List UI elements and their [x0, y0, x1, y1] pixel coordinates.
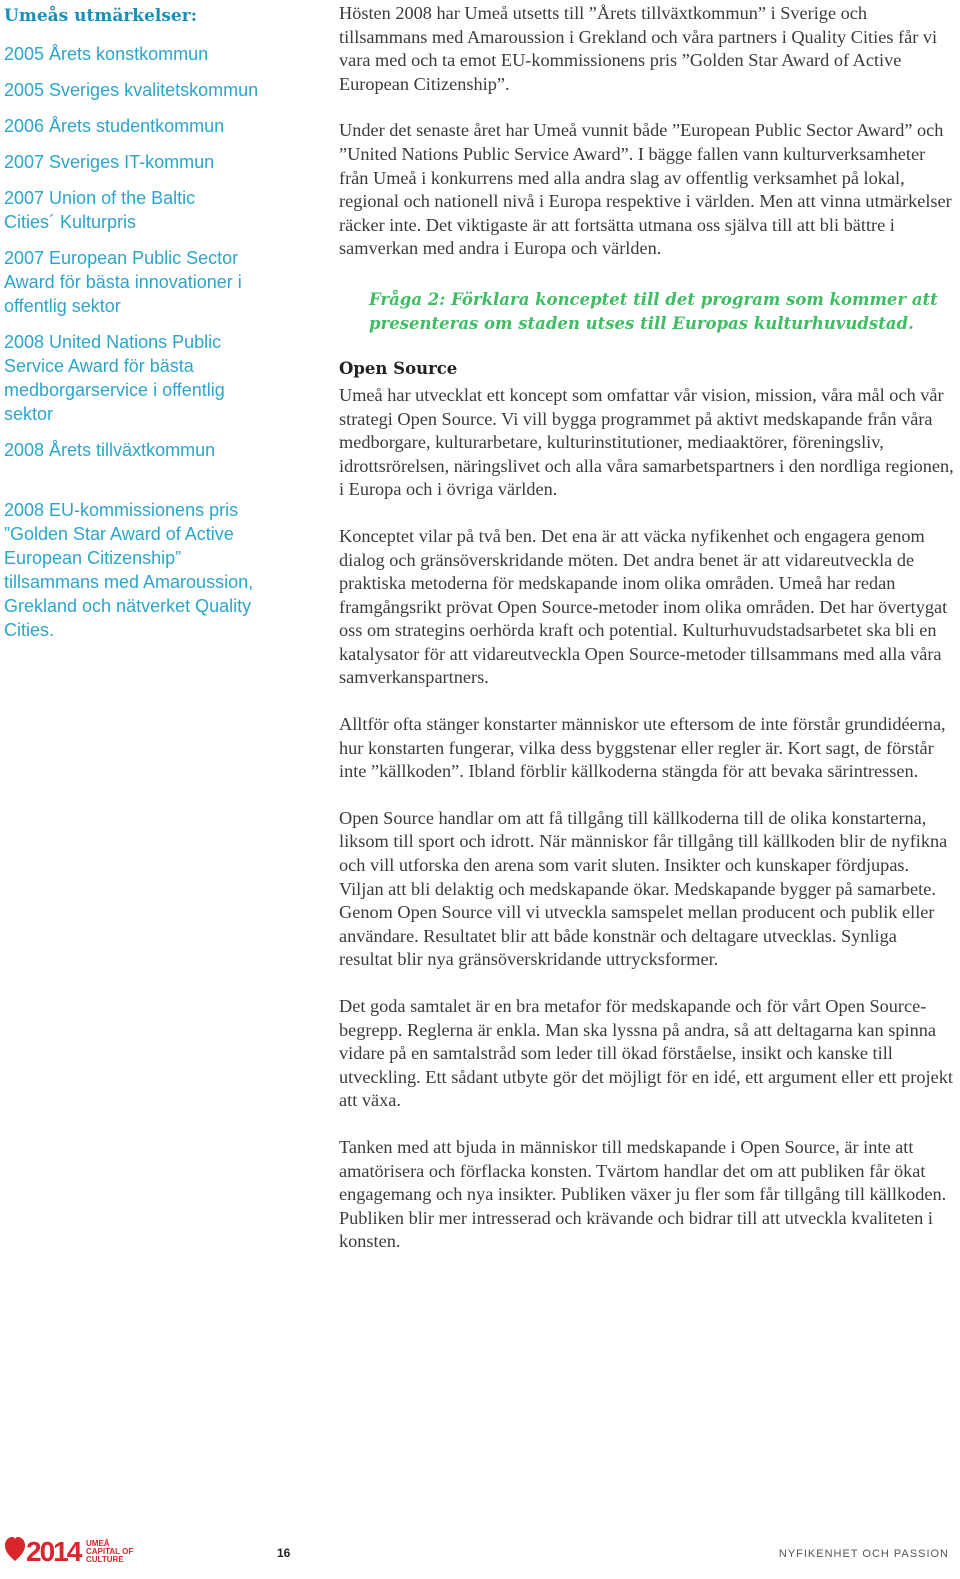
body-paragraph: Tanken med att bjuda in människor till medskapande i Open Source, är inte att amatörisera och förflacka konsten. Tvärtom handlar det om att publiken får ökat engagemang och nya insikter. Publiken växer ju fler som får tillgång till källkoden. Publiken blir mer intresserad och krävande och bidrar till att utveckla kvaliteten i konsten. — [339, 1136, 947, 1252]
award-item: 2008 United Nations Public Service Award för bästa medborgarservice i offentlig sektor — [4, 332, 225, 424]
award-item: 2007 Union of the Baltic Cities´ Kulturpris — [4, 188, 196, 232]
award-item: 2005 Årets konstkommun — [4, 44, 209, 64]
logo-year: 2014 — [26, 1536, 81, 1566]
logo-line: CULTURE — [86, 1555, 124, 1564]
award-item: 2007 European Public Sector Award för bästa innovationer i offentlig sektor — [4, 248, 242, 316]
main-column — [339, 2, 954, 1277]
body-paragraph: Open Source handlar om att få tillgång till källkoderna till de olika konstarterna, liksom till sport och idrott. När människor får tillgång till källkoden blir de nyfikna och vill utforska den arena som varit sluten. Insikter och kunskaper fördjupas. Viljan att bli delaktig och medskapande ökar. Medskapande bygger på samarbete. Genom Open Source vill vi utveckla samspelet mellan producent och publik eller användare. Resultatet blir att både konstnär och deltagare utvecklas. Synliga resultat blir nya gränsöverskridande uttrycksformer. — [339, 807, 948, 970]
award-item: 2006 Årets studentkommun — [4, 116, 225, 136]
awards-heading: Umeås utmärkelser: — [4, 6, 197, 26]
award-item: 2007 Sveriges IT-kommun — [4, 152, 215, 172]
logo-line: CAPITAL OF — [86, 1547, 134, 1556]
question-heading: Fråga 2: Förklara konceptet till det program som kommer att presenteras om staden utses till Europas kulturhuvudstad. — [369, 289, 938, 333]
page-number: 16 — [277, 1546, 291, 1560]
logo-line: UMEÅ — [86, 1539, 110, 1548]
awards-sidebar — [4, 4, 296, 654]
award-item: 2008 EU-kommissionens pris ”Golden Star Award of Active European Citizenship” tillsammans med Amaroussion, Grekland och nätverket Quality Cities. — [4, 500, 254, 640]
heart-icon — [5, 1537, 25, 1561]
body-paragraph: Konceptet vilar på två ben. Det ena är att väcka nyfikenhet och engagera genom dialog och gränsöverskridande möten. Det andra benet är att vidareutveckla de praktiska metoderna för medskapande inom olika områden. Umeå har redan framgångsrikt prövat Open Source-metoder inom olika områden. Det har övertygat oss om strategins oerhörda kraft och potential. Kulturhuvudstadsarbetet ska bli en katalysator för att vidareutveckla Open Source-metoder tillsammans med alla våra samverkanspartners. — [339, 525, 948, 688]
footer-tagline: NYFIKENHET OCH PASSION — [778, 1548, 949, 1560]
intro-paragraph: Under det senaste året har Umeå vunnit både ”European Public Sector Award” och ”United Nations Public Service Award”. I bägge fallen vann kulturverksamheter från Umeå i konkurrens med alla andra slag av offentlig verksamhet på lokal, regional och nationell nivå i Europa respektive i världen. Men att vinna utmärkelser räcker inte. Det viktigaste är att fortsätta utmana oss själva till att bli bättre i samverkan med andra i Europa och världen. — [339, 120, 952, 259]
capital-of-culture-logo — [4, 1534, 144, 1566]
award-item: 2008 Årets tillväxtkommun — [4, 440, 216, 460]
section-heading: Open Source — [339, 358, 458, 378]
body-paragraph: Umeå har utvecklat ett koncept som omfattar vår vision, mission, våra mål och vår strategi Open Source. Vi vill bygga programmet på aktivt medskapande från våra medborgare, kulturarbetare, kulturinstitutioner, mediaaktörer, föreningsliv, idrottsrörelsen, näringslivet och alla våra samarbetspartners i den nordliga regionen, i Europa och i övriga världen. — [339, 384, 954, 500]
body-paragraph: Det goda samtalet är en bra metafor för medskapande och för vårt Open Source-begrepp. Reglerna är enkla. Man ska lyssna på andra, så att deltagarna kan spinna vidare på en samtalstråd som leder till ökad förståelse, insikt och kanske till utveckling. Ett sådant utbyte gör det möjligt för en idé, ett argument eller ett projekt att växa. — [339, 996, 953, 1111]
intro-paragraph: Hösten 2008 har Umeå utsetts till ”Årets tillväxtkommun” i Sverige och tillsammans med Amaroussion i Grekland och våra partners i Quality Cities får vi vara med och ta emot EU-kommissionens pris ”Golden Star Award of Active European Citizenship”. — [339, 3, 938, 94]
body-paragraph: Alltför ofta stänger konstarter människor ute eftersom de inte förstår grundidéerna, hur konstarten fungerar, vilka dess byggstenar eller regler är. Kort sagt, de förstår inte ”källkoden”. Ibland förblir källkoderna stängda för att bevaka särintressen. — [339, 714, 946, 782]
award-item: 2005 Sveriges kvalitetskommun — [4, 80, 259, 100]
page-footer — [0, 1532, 960, 1572]
